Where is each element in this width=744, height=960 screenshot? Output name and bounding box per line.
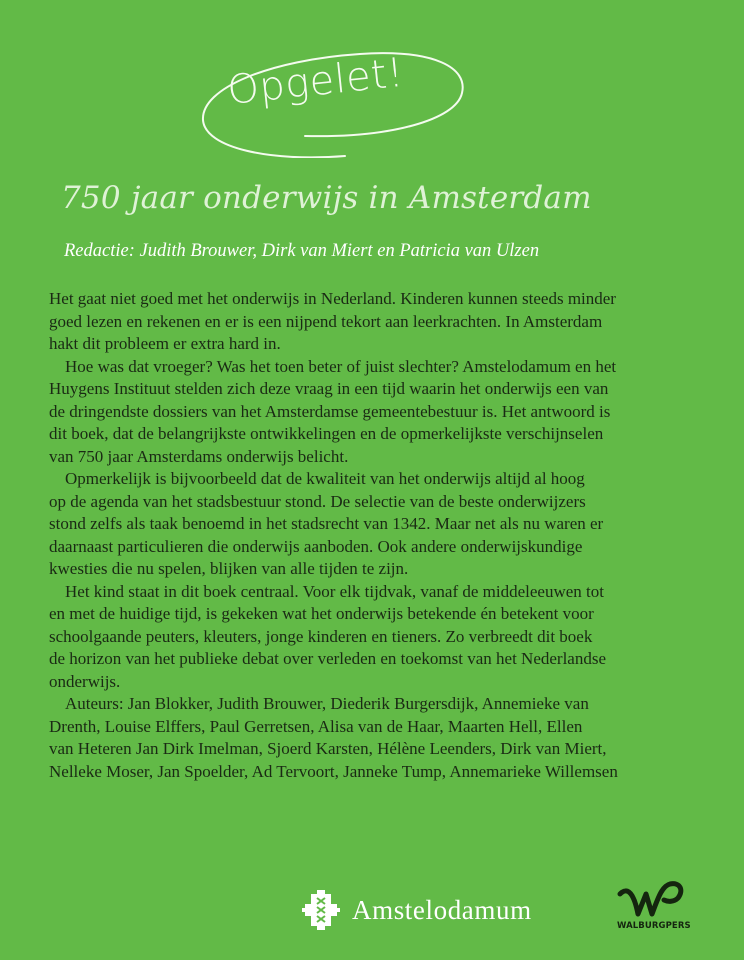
blurb-line: schoolgaande peuters, kleuters, jonge kinderen en tieners. Zo verbreedt dit boek — [49, 626, 593, 646]
editors-line: Redactie: Judith Brouwer, Dirk van Miert en Patricia van Ulzen — [64, 241, 540, 261]
blurb-line: Hoe was dat vroeger? Was het toen beter of juist slechter? Amstelodamum en het — [65, 356, 617, 376]
blurb-line: dit boek, dat de belangrijkste ontwikkelingen en de opmerkelijkste verschijnselen — [49, 424, 604, 443]
authors-line: Auteurs: Jan Blokker, Judith Brouwer, Diederik Burgersdijk, Annemieke van — [65, 694, 589, 713]
amstelodamum-logo — [302, 890, 532, 930]
blurb-line: Het gaat niet goed met het onderwijs in Nederland. Kinderen kunnen steeds minder — [49, 289, 616, 308]
blurb-text — [49, 288, 729, 783]
walburgpers-wordmark: WALBURGPERS — [617, 921, 691, 931]
blurb-line: kwesties die nu spelen, blijken van alle tijden te zijn. — [49, 559, 409, 578]
blurb-line: de horizon van het publieke debat over verleden en toekomst van het Nederlandse — [49, 649, 607, 668]
blurb-line: Huygens Instituut stelden zich deze vraag in een tijd waarin het onderwijs een van — [49, 379, 609, 398]
book-title: 750 jaar onderwijs in Amsterdam — [61, 180, 592, 216]
wp-monogram-icon — [612, 880, 692, 922]
authors-line: Drenth, Louise Elffers, Paul Gerretsen, Alisa van de Haar, Maarten Hell, Ellen — [49, 716, 583, 736]
blurb-line: Opmerkelijk is bijvoorbeeld dat de kwaliteit van het onderwijs altijd al hoog — [65, 469, 585, 488]
blurb-line: de dringendste dossiers van het Amsterdamse gemeentebestuur is. Het antwoord is — [49, 401, 611, 421]
blurb-line: hakt dit probleem er extra hard in. — [49, 334, 281, 353]
blurb-line: Het kind staat in dit boek centraal. Voor elk tijdvak, vanaf de middeleeuwen tot — [65, 581, 604, 601]
authors-line: van Heteren Jan Dirk Imelman, Sjoerd Karsten, Hélène Leenders, Dirk van Miert, — [49, 739, 607, 758]
amsterdam-crosses-emblem-icon — [302, 890, 340, 930]
authors-line: Nelleke Moser, Jan Spoelder, Ad Tervoort, Janneke Tump, Annemarieke Willemsen — [49, 761, 618, 781]
blurb-line: en met de huidige tijd, is gekeken wat het onderwijs betekende én betekent voor — [49, 604, 594, 623]
blurb-line: onderwijs. — [49, 671, 121, 691]
blurb-line: van 750 jaar Amsterdams onderwijs belicht. — [49, 446, 349, 466]
blurb-line: daarnaast particulieren die onderwijs aanboden. Ook andere onderwijskundige — [49, 536, 583, 556]
blurb-line: goed lezen en rekenen en er is een nijpend tekort aan leerkrachten. In Amsterdam — [49, 311, 603, 331]
walburgpers-logo — [612, 880, 692, 940]
blurb-line: op de agenda van het stadsbestuur stond. De selectie van de beste onderwijzers — [49, 491, 586, 511]
amstelodamum-wordmark: Amstelodamum — [352, 894, 532, 925]
opgelet-text: Opgelet! — [225, 49, 406, 114]
blurb-line: stond zelfs als taak benoemd in het stadsrecht van 1342. Maar net als nu waren er — [49, 514, 604, 533]
